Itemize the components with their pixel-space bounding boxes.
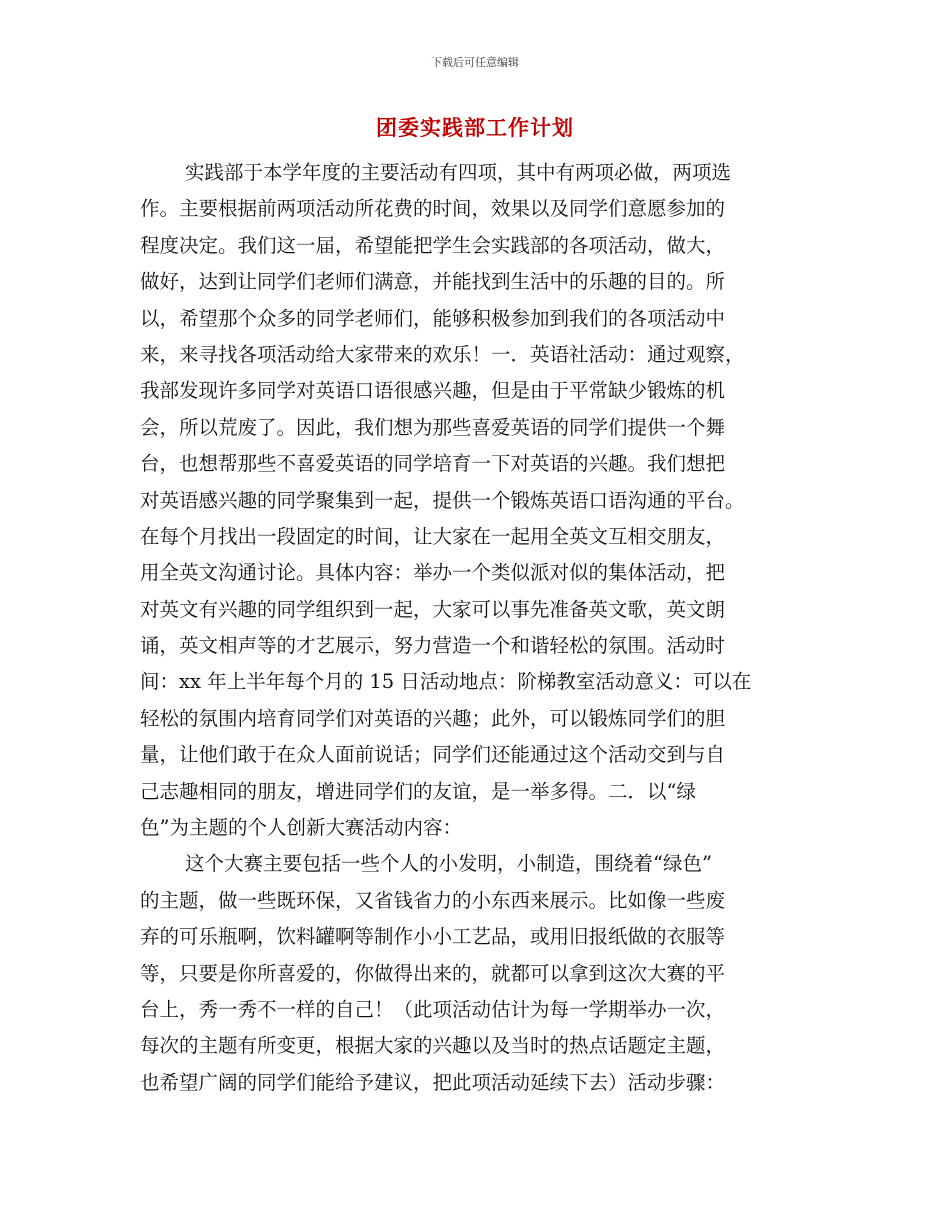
- text-line: 也希望广阔的同学们能给予建议，把此项活动延续下去）活动步骤：: [140, 1070, 726, 1094]
- paragraph: [140, 846, 808, 1101]
- text-line: 会，所以荒废了。因此，我们想为那些喜爱英语的同学们提供一个舞: [140, 415, 726, 439]
- text-line: 对英文有兴趣的同学组织到一起，大家可以事先准备英文歌，英文朗: [140, 597, 726, 621]
- document-body: [140, 155, 808, 1101]
- text-line: 间：xx 年上半年每个月的 15 日活动地点：阶梯教室活动意义：可以在: [140, 670, 752, 694]
- text-line: 己志趣相同的朋友，增进同学们的友谊，是一举多得。二．以“绿: [140, 779, 696, 803]
- text-line: 以，希望那个众多的同学老师们，能够积极参加到我们的各项活动中: [140, 306, 726, 330]
- text-line: 做好，达到让同学们老师们满意，并能找到生活中的乐趣的目的。所: [140, 270, 726, 294]
- text-line: 色”为主题的个人创新大赛活动内容：: [140, 816, 462, 840]
- text-line: 量，让他们敢于在众人面前说话；同学们还能通过这个活动交到与自: [140, 743, 726, 767]
- text-line: 用全英文沟通讨论。具体内容：举办一个类似派对似的集体活动，把: [140, 561, 726, 585]
- text-line: 弃的可乐瓶啊，饮料罐啊等制作小小工艺品，或用旧报纸做的衣服等: [140, 925, 726, 949]
- text-line: 我部发现许多同学对英语口语很感兴趣，但是由于平常缺少锻炼的机: [140, 379, 726, 403]
- text-line: 的主题，做一些既环保，又省钱省力的小东西来展示。比如像一些废: [140, 888, 726, 912]
- text-line: 诵，英文相声等的才艺展示，努力营造一个和谐轻松的氛围。活动时: [140, 634, 726, 658]
- text-line: 在每个月找出一段固定的时间，让大家在一起用全英文互相交朋友，: [140, 524, 726, 548]
- text-line: 台，也想帮那些不喜爱英语的同学培育一下对英语的兴趣。我们想把: [140, 452, 726, 476]
- text-line: 等，只要是你所喜爱的，你做得出来的，就都可以拿到这次大赛的平: [140, 961, 726, 985]
- document-title: 团委实践部工作计划: [376, 116, 574, 140]
- text-line: 作。主要根据前两项活动所花费的时间，效果以及同学们意愿参加的: [140, 197, 726, 221]
- text-line: 实践部于本学年度的主要活动有四项，其中有两项必做，两项选: [185, 161, 732, 184]
- text-line: 台上，秀一秀不一样的自己！（此项活动估计为每一学期举办一次，: [140, 997, 726, 1021]
- text-line: 轻松的氛围内培育同学们对英语的兴趣；此外，可以锻炼同学们的胆: [140, 706, 726, 730]
- text-line: 这个大赛主要包括一些个人的小发明，小制造，围绕着“绿色”: [185, 852, 712, 876]
- header-note: 下载后可任意编辑: [431, 56, 519, 69]
- text-line: 对英语感兴趣的同学聚集到一起，提供一个锻炼英语口语沟通的平台。: [140, 488, 745, 512]
- text-line: 每次的主题有所变更，根据大家的兴趣以及当时的热点话题定主题，: [140, 1034, 726, 1058]
- text-line: 来，来寻找各项活动给大家带来的欢乐！一．英语社活动：通过观察，: [140, 342, 745, 366]
- text-line: 程度决定。我们这一届，希望能把学生会实践部的各项活动，做大，: [140, 233, 726, 257]
- paragraph: [140, 155, 808, 846]
